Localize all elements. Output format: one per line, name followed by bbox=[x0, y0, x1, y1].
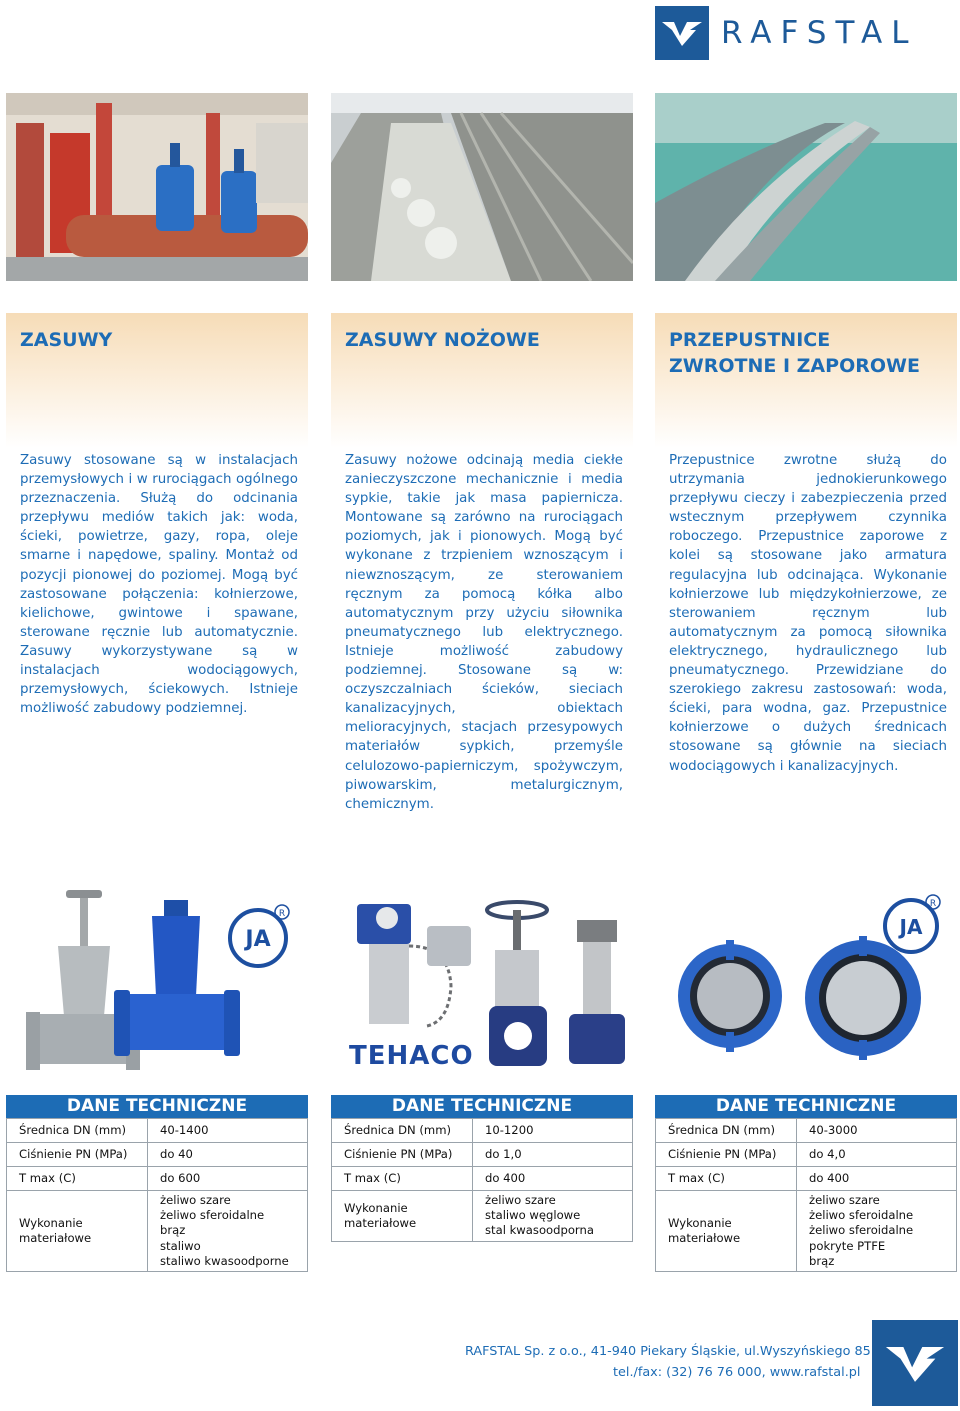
tech-table-title: DANE TECHNICZNE bbox=[655, 1095, 957, 1118]
row-label: Ciśnienie PN (MPa) bbox=[7, 1143, 148, 1167]
material-item: żeliwo sferoidalne bbox=[809, 1223, 914, 1238]
row-label: T max (C) bbox=[656, 1167, 797, 1191]
section-band-zasuwy bbox=[6, 313, 308, 448]
material-item: staliwo kwasoodporne bbox=[160, 1253, 289, 1268]
row-value: do 600 bbox=[148, 1167, 308, 1191]
material-item: żeliwo szare bbox=[809, 1193, 880, 1207]
row-value: 10-1200 bbox=[473, 1119, 633, 1143]
brand-name: RAFSTAL bbox=[721, 15, 918, 51]
ja-logo-text: JA bbox=[245, 927, 271, 952]
row-value: do 40 bbox=[148, 1143, 308, 1167]
table-row bbox=[656, 1119, 957, 1143]
material-item: pokryte PTFE bbox=[809, 1238, 886, 1253]
row-value: do 400 bbox=[797, 1167, 957, 1191]
ja-logo-icon bbox=[230, 905, 289, 966]
tech-table-zasuwy bbox=[6, 1095, 308, 1272]
table-row bbox=[7, 1167, 308, 1191]
table-row bbox=[656, 1143, 957, 1167]
row-label: Średnica DN (mm) bbox=[7, 1119, 148, 1143]
table-row bbox=[7, 1143, 308, 1167]
tech-table-title: DANE TECHNICZNE bbox=[331, 1095, 633, 1118]
material-item: staliwo bbox=[160, 1238, 201, 1253]
section-heading: PRZEPUSTNICE ZWROTNE I ZAPOROWE bbox=[669, 329, 920, 377]
material-item: brąz bbox=[809, 1253, 835, 1268]
row-value: do 4,0 bbox=[797, 1143, 957, 1167]
materials-list bbox=[473, 1191, 633, 1242]
material-item: żeliwo sferoidalne bbox=[809, 1208, 914, 1223]
row-value: do 1,0 bbox=[473, 1143, 633, 1167]
svg-text:R: R bbox=[929, 899, 937, 909]
tehaco-logo-text: TEHACO bbox=[349, 1041, 474, 1071]
materials-list bbox=[148, 1191, 308, 1272]
row-label: Ciśnienie PN (MPa) bbox=[656, 1143, 797, 1167]
tech-table bbox=[655, 1118, 957, 1272]
footer-contact bbox=[465, 1342, 871, 1384]
row-label: T max (C) bbox=[7, 1167, 148, 1191]
row-value: do 400 bbox=[473, 1167, 633, 1191]
table-row bbox=[332, 1191, 633, 1242]
footer-phone-web[interactable]: tel./fax: (32) 76 76 000, www.rafstal.pl bbox=[613, 1365, 861, 1380]
table-row bbox=[332, 1143, 633, 1167]
ja-logo-icon bbox=[885, 895, 940, 952]
section-description: Zasuwy nożowe odcinają media ciekłe zanieczyszczone mechanicznie i media sypkie, takie jak masa papiernicza. Montowane są zarówno na rurociągach poziomych, jak i pionowych. Mogą być wykonane z trzpieniem wznoszącym i niewznoszącym, ze sterowaniem ręcznym za pomocą kółka albo automatycznym przy użyciu siłownika pneumatycznego lub elektrycznego. Istnieje możliwość zabudowy podziemnej. Stosowane są w: oczyszczalniach ścieków, sieciach kanalizacyjnych, obiektach melioracyjnych, stacjach przesypowych materiałów sypkich, przemyśle celulozowo-papierniczym, spożywczym, piwowarskim, metalurgicznym, chemicznym. bbox=[345, 453, 623, 812]
table-row bbox=[656, 1167, 957, 1191]
material-item: brąz bbox=[160, 1223, 186, 1238]
table-row bbox=[332, 1167, 633, 1191]
section-description: Zasuwy stosowane są w instalacjach przemysłowych i w rurociągach ogólnego przeznaczenia. Służą do odcinania przepływu mediów takich jak: woda, ścieki, powietrze, gazy, ropa, oleje smarne i napędowe, spaliny. Montaż od pozycji pionowej do poziomej. Mogą być zastosowane połączenia: kołnierzowe, kielichowe, gwintowe i spawane, sterowane ręcznie lub automatycznie. Zasuwy wykorzystywane są w instalacjach wodociągowych, przemysłowych, ściekowych. Istnieje możliwość zabudowy podziemnej. bbox=[20, 453, 298, 717]
tech-table-title: DANE TECHNICZNE bbox=[6, 1095, 308, 1118]
section-description: Przepustnice zwrotne służą do utrzymania jednokierunkowego przepływu cieczy i zabezpieczenia przed wstecznym przepływem czynnika roboczego. Przepustnice zaporowe z kolei są stosowane jako armatura regulacyjna lub odcinająca. Wykonanie kołnierzowe lub międzykołnierzowe, ze sterowaniem ręcznym lub automatycznym za pomocą siłownika elektrycznego, hydraulicznego lub pneumatycznego. Przewidziane do szerokiego zakresu zastosowań: woda, ścieki, para wodna, gaz. Przepustnice kołnierzowe o dużych średnicach stosowane są głównie na sieciach wodociągowych i kanalizacyjnych. bbox=[669, 453, 947, 774]
material-item: stal kwasoodporna bbox=[485, 1223, 594, 1238]
tech-table bbox=[331, 1118, 633, 1242]
row-label: Ciśnienie PN (MPa) bbox=[332, 1143, 473, 1167]
table-row bbox=[332, 1119, 633, 1143]
section-heading: ZASUWY bbox=[20, 329, 113, 351]
row-label: Wykonanie materiałowe bbox=[656, 1191, 797, 1272]
material-item: staliwo węglowe bbox=[485, 1208, 581, 1223]
section-band-zasuwy-nozowe bbox=[331, 313, 633, 448]
footer-logo-mark-icon bbox=[872, 1320, 958, 1406]
tech-table-przepustnice bbox=[655, 1095, 957, 1272]
material-item: żeliwo szare bbox=[160, 1193, 231, 1207]
tech-table bbox=[6, 1118, 308, 1272]
material-item: żeliwo sferoidalne bbox=[160, 1208, 265, 1223]
photo-wastewater-plant bbox=[331, 93, 633, 281]
materials-list bbox=[797, 1191, 957, 1272]
section-heading: ZASUWY NOŻOWE bbox=[345, 329, 540, 351]
header-logo bbox=[655, 6, 955, 60]
row-label: T max (C) bbox=[332, 1167, 473, 1191]
table-row bbox=[7, 1191, 308, 1272]
photo-pump-station bbox=[6, 93, 308, 281]
row-value: 40-3000 bbox=[797, 1119, 957, 1143]
material-item: żeliwo szare bbox=[485, 1193, 556, 1207]
row-label: Wykonanie materiałowe bbox=[7, 1191, 148, 1272]
row-value: 40-1400 bbox=[148, 1119, 308, 1143]
product-image-knife-gate-valves bbox=[331, 886, 633, 1080]
row-label: Wykonanie materiałowe bbox=[332, 1191, 473, 1242]
rafstal-logo-mark-icon bbox=[655, 6, 709, 60]
row-label: Średnica DN (mm) bbox=[656, 1119, 797, 1143]
section-band-przepustnice bbox=[655, 313, 957, 448]
photo-dam-spillway bbox=[655, 93, 957, 281]
ja-logo-text: JA bbox=[899, 915, 923, 939]
svg-text:R: R bbox=[278, 909, 286, 919]
tech-table-zasuwy-nozowe bbox=[331, 1095, 633, 1242]
product-image-gate-valves bbox=[6, 886, 308, 1080]
footer-address: RAFSTAL Sp. z o.o., 41-940 Piekary Śląskie, ul.Wyszyńskiego 85 bbox=[465, 1344, 871, 1359]
row-label: Średnica DN (mm) bbox=[332, 1119, 473, 1143]
table-row bbox=[7, 1119, 308, 1143]
table-row bbox=[656, 1191, 957, 1272]
product-image-butterfly-valves bbox=[655, 886, 957, 1080]
